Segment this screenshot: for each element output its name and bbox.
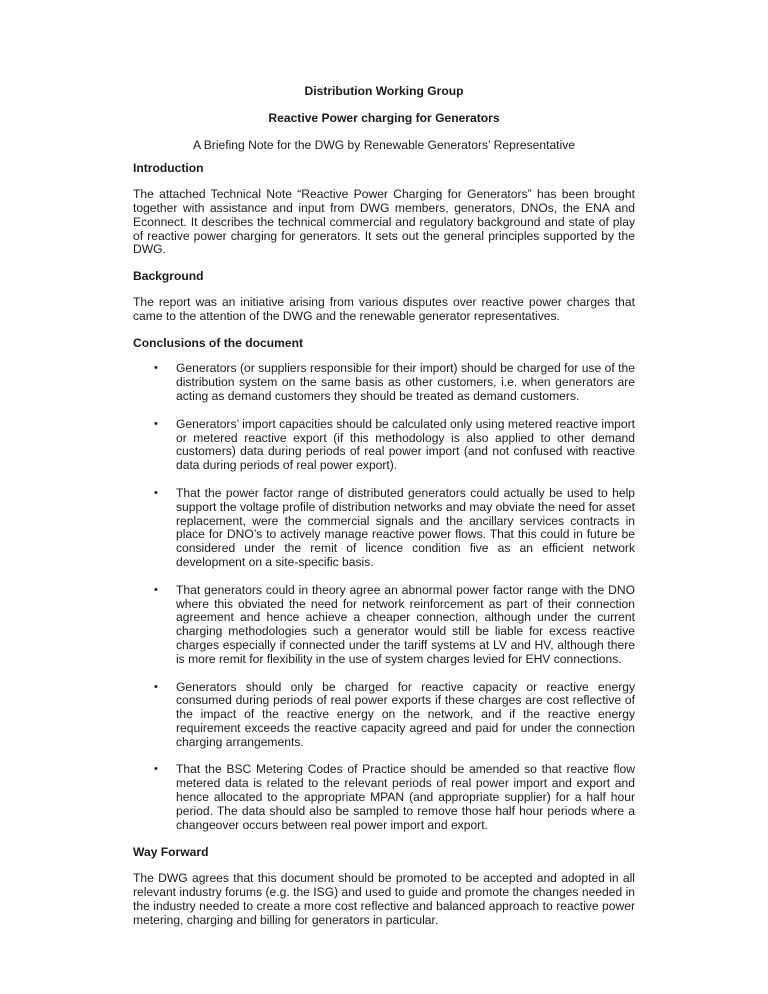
section-heading: Way Forward [133,845,209,860]
list-item-text: Generators (or suppliers responsible for their import) should be charged for use of the distribution system on the same basis as other customers, i.e. when generators are acting as demand customers they should be treated as demand customers. [176,361,635,403]
bullet-icon: • [154,583,158,596]
section-introduction [133,162,635,257]
list-item [133,362,635,403]
document-title: Distribution Working Group [304,84,464,98]
section-paragraph: The attached Technical Note “Reactive Power Charging for Generators” has been brought together with assistance and input from DWG members, generators, DNOs, the ENA and Econnect. It describes the technical commercial and regulatory background and state of play of reactive power charging for generators. It sets out the general principles supported by the DWG. [133,187,635,257]
list-item [133,763,635,832]
section-heading: Background [133,269,204,284]
list-item [133,681,635,750]
list-item [133,584,635,667]
bullet-icon: • [154,680,158,693]
list-item [133,487,635,570]
bullet-icon: • [154,763,158,776]
section-heading: Conclusions of the document [133,335,303,350]
bullet-icon: • [154,486,158,499]
list-item-text: That the power factor range of distributed generators could actually be used to help support the voltage profile of distribution networks and may obviate the need for asset replacement, were the commercial signals and the ancillary services contracts in place for DNO’s to actively manage reactive power flows. That this could in future be considered under the remit of licence condition five as an efficient network development on a site-specific basis. [176,485,635,569]
list-item-text: Generators’ import capacities should be calculated only using metered reactive import or metered reactive export (if this methodology is also applied to other demand customers) data during periods of real power import (and not confused with reactive data during periods of real power export). [176,416,635,473]
list-item-text: Generators should only be charged for reactive capacity or reactive energy consumed during periods of real power exports if these charges are cost reflective of the impact of the reactive energy on the network, and if the reactive energy requirement exceeds the reactive capacity agreed and paid for under the connection charging arrangements. [176,679,635,749]
conclusions-list [133,362,635,832]
document-subtitle: Reactive Power charging for Generators [268,110,500,125]
document-byline: A Briefing Note for the DWG by Renewable Generators’ Representative [192,137,576,152]
list-item-text: That generators could in theory agree an abnormal power factor range with the DNO where this obviated the need for network reinforcement as part of their connection agreement and hence achieve a cheaper connection, although under the current charging methodologies such a generator would still be liable for excess reactive charges especially if connected under the tariff systems at LV and HV, although there is more remit for flexibility in the use of system charges levied for EHV connections. [176,582,635,666]
section-way-forward [133,846,635,927]
section-conclusions [133,337,635,833]
section-background [133,270,635,323]
document-page [133,85,635,940]
section-heading: Introduction [133,161,204,176]
section-paragraph: The DWG agrees that this document should be promoted to be accepted and adopted in all relevant industry forums (e.g. the ISG) and used to guide and promote the changes needed in the industry needed to create a more cost reflective and balanced approach to reactive power metering, charging and billing for generators in particular. [133,871,635,927]
bullet-icon: • [154,417,158,430]
list-item-text: That the BSC Metering Codes of Practice should be amended so that reactive flow metered data is related to the relevant periods of real power import and export and hence allocated to the appropriate MPAN (and appropriate supplier) for a half hour period. The data should also be sampled to remove those half hour periods where a changeover occurs between real power import and export. [176,762,635,832]
list-item [133,418,635,473]
section-paragraph: The report was an initiative arising from various disputes over reactive power charges that came to the attention of the DWG and the renewable generator representatives. [133,294,635,323]
bullet-icon: • [154,362,158,375]
